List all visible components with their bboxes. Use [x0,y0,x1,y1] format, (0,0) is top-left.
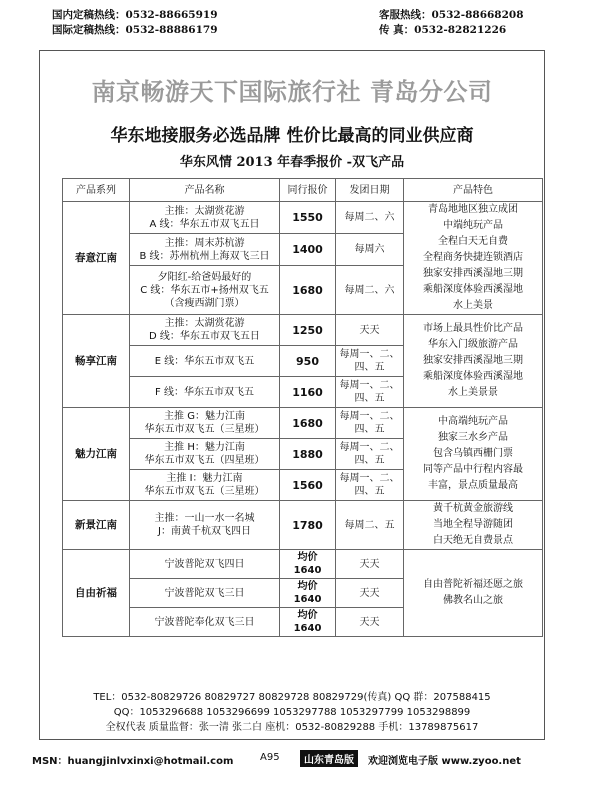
table-body [63,202,543,637]
departure-dates: 每周二、六 [336,266,404,315]
product-name: 主推：太湖赏花游 A 线：华东五市双飞五日 [130,202,280,234]
slogan: 华东地接服务必选品牌 性价比最高的同业供应商 [110,126,474,146]
column-header: 产品特色 [404,179,543,202]
product-name: 宁波普陀奉化双飞三日 [130,608,280,637]
footer-msn: MSN：huangjinlvxinxi@hotmail.com [32,756,234,767]
table-row [63,315,543,346]
product-price: 均价 1640 [280,550,336,579]
departure-dates: 天天 [336,315,404,346]
product-name: 主推：周末苏杭游 B 线：苏州杭州上海双飞三日 [130,234,280,266]
departure-dates: 每周一、二、 四、五 [336,470,404,501]
product-price: 950 [280,346,336,377]
table-row [63,408,543,439]
product-price: 1400 [280,234,336,266]
international-hotline: 国际定稿热线：0532-88886179 [52,24,218,36]
series-name: 魅力江南 [63,408,130,501]
departure-dates: 天天 [336,550,404,579]
product-price: 均价 1640 [280,579,336,608]
contact-agent: 全权代表 质量监督：张一清 张二白 座机：0532-80829288 手机：13789875617 [105,722,479,733]
column-header: 产品名称 [130,179,280,202]
contact-block [44,690,540,735]
product-name: 宁波普陀双飞三日 [130,579,280,608]
product-price: 均价 1640 [280,608,336,637]
product-name: 主推：一山一水一名城 J：南黄千杭双飞四日 [130,501,280,550]
product-price: 1560 [280,470,336,501]
product-name: 宁波普陀双飞四日 [130,550,280,579]
product-features: 自由普陀祈福还愿之旅 佛教名山之旅 [404,550,543,637]
product-price: 1780 [280,501,336,550]
table-row [63,202,543,234]
contact-qq: QQ：1053296688 1053296699 1053297788 1053297799 1053298899 [113,707,471,718]
product-price: 1550 [280,202,336,234]
product-name: 主推 G：魅力江南 华东五市双飞五（三星班） [130,408,280,439]
table-header-row [63,179,543,202]
product-price: 1160 [280,377,336,408]
product-name: F 线：华东五市双飞五 [130,377,280,408]
page-footer [32,750,572,768]
domestic-hotline: 国内定稿热线：0532-88665919 [52,9,218,21]
departure-dates: 每周一、二、 四、五 [336,377,404,408]
table-row [63,550,543,579]
product-price: 1880 [280,439,336,470]
product-features: 青岛地地区独立成团 中端纯玩产品 全程白天无自费 全程商务快捷连锁酒店 独家安排西溪湿地三期 乘船深度体验西溪湿地 水上美景 [404,202,543,315]
departure-dates: 每周二、六 [336,202,404,234]
column-header: 发团日期 [336,179,404,202]
departure-dates: 每周六 [336,234,404,266]
column-header: 产品系列 [63,179,130,202]
fax-number: 传 真：0532-82821226 [379,24,507,36]
departure-dates: 每周二、五 [336,501,404,550]
service-hotline: 客服热线：0532-88668208 [379,9,524,21]
series-name: 新景江南 [63,501,130,550]
departure-dates: 天天 [336,608,404,637]
table-row [63,501,543,550]
page-number: A95 [260,752,280,763]
series-name: 自由祈福 [63,550,130,637]
series-name: 畅享江南 [63,315,130,408]
product-price: 1680 [280,266,336,315]
price-list-title: 华东风情 2013 年春季报价 -双飞产品 [179,155,405,170]
departure-dates: 每周一、二、 四、五 [336,408,404,439]
departure-dates: 每周一、二、 四、五 [336,346,404,377]
product-name: 主推：太湖赏花游 D 线：华东五市双飞五日 [130,315,280,346]
product-name: 夕阳红-给爸妈最好的 C 线：华东五市+扬州双飞五 （含瘦西湖门票） [130,266,280,315]
product-features: 市场上最具性价比产品 华东入门级旅游产品 独家安排西溪湿地三期 乘船深度体验西溪湿地 水上美景景 [404,315,543,408]
series-name: 春意江南 [63,202,130,315]
product-price: 1680 [280,408,336,439]
contact-tel: TEL：0532-80829726 80829727 80829728 80829729(传真) QQ 群：207588415 [93,692,491,703]
product-name: 主推 H：魅力江南 华东五市双飞五（四星班） [130,439,280,470]
price-table [62,178,543,637]
departure-dates: 天天 [336,579,404,608]
column-header: 同行报价 [280,179,336,202]
footer-welcome: 欢迎浏览电子版 www.zyoo.net [368,756,521,767]
departure-dates: 每周一、二、 四、五 [336,439,404,470]
product-features: 中高端纯玩产品 独家三水乡产品 包含乌镇西栅门票 同等产品中行程内容最 丰富，景点质量最高 [404,408,543,501]
product-name: E 线：华东五市双飞五 [130,346,280,377]
product-name: 主推 I：魅力江南 华东五市双飞五（三星班） [130,470,280,501]
product-features: 黄千杭黄金旅游线 当地全程导游随团 白天绝无自费景点 [404,501,543,550]
agency-name: 南京畅游天下国际旅行社 青岛分公司 [91,78,493,106]
publication-tag: 山东青岛版 [300,750,358,767]
product-price: 1250 [280,315,336,346]
